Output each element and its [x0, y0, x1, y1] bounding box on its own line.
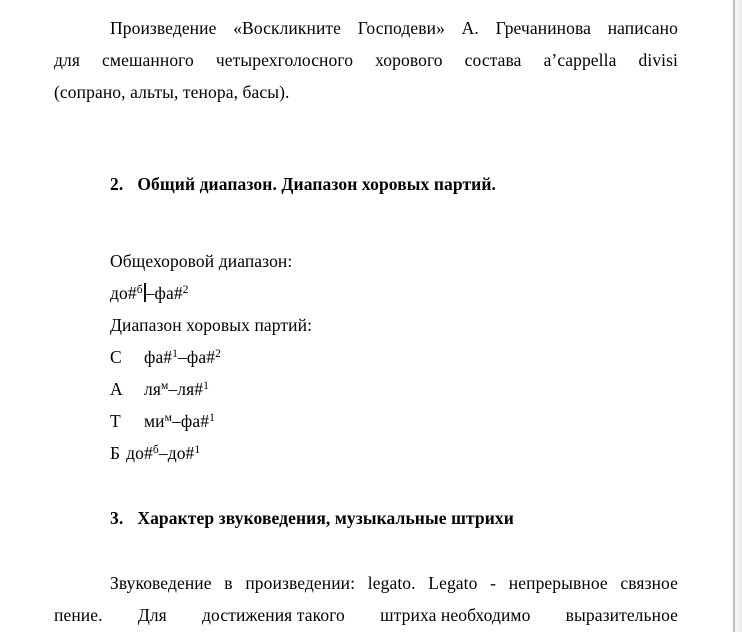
range-dash: – [158, 443, 168, 463]
range-dash: – [178, 347, 187, 367]
heading-2-title: Общий диапазон. Диапазон хоровых партий. [137, 174, 497, 194]
voice-from-note: ля [144, 379, 161, 399]
heading-3-number: 3. [110, 508, 124, 528]
paragraph-zvukovedenie-line2 [54, 599, 678, 631]
paragraph-zvukovedenie [54, 567, 678, 631]
overall-range-label: Общехоровой диапазон: [110, 251, 293, 271]
ranges-section [54, 245, 678, 469]
paragraph-intro-line1: Произведение «Воскликните Господеви» А. Гречанинова написано [110, 18, 678, 38]
voice-letter: Т [110, 411, 121, 431]
voice-to-octave: 1 [203, 380, 209, 392]
range-dash: – [172, 411, 181, 431]
line2-word-group: Для [137, 605, 167, 625]
range-dash: – [168, 379, 178, 399]
overall-to-octave: 2 [182, 284, 189, 296]
voice-to-note: до# [167, 443, 195, 463]
overall-to-note: фа# [154, 283, 183, 303]
voice-from-octave: 1 [172, 348, 179, 360]
overall-from-octave: б [136, 284, 143, 296]
voice-range-bass [110, 437, 678, 469]
line2-word-group: достижения такого [202, 605, 345, 625]
voice-from-note: фа# [144, 347, 173, 367]
line2-word-group: выразительное [565, 605, 678, 625]
voice-range-tenor [110, 405, 678, 437]
paragraph-intro [54, 12, 678, 108]
voice-from-octave: м [160, 380, 169, 392]
parts-range-label: Диапазон хоровых партий: [110, 315, 313, 335]
voice-to-note: фа# [180, 411, 210, 431]
voice-from-octave: м [164, 412, 173, 424]
document-content [54, 12, 678, 631]
heading-section-2 [54, 168, 678, 200]
voice-letter: С [110, 347, 122, 367]
voice-to-note: ля# [177, 379, 204, 399]
overall-range-value [110, 277, 678, 309]
heading-section-3 [54, 502, 678, 534]
voice-to-octave: 1 [209, 412, 215, 424]
voice-from-note: ми [144, 411, 165, 431]
paragraph-zvukovedenie-line1: Звуковедение в произведении: legato. Legato - непрерывное связное [110, 573, 678, 593]
overall-from-note: до# [110, 283, 137, 303]
voice-to-note: фа# [186, 347, 216, 367]
paragraph-intro-line3: (сопрано, альты, тенора, басы). [54, 82, 290, 102]
voice-from-note: до# [126, 443, 153, 463]
line2-word-group: штриха необходимо [380, 605, 531, 625]
voice-range-alto [110, 373, 678, 405]
voice-letter: А [110, 379, 123, 399]
voice-from-octave: б [152, 444, 159, 456]
outside-page-background [735, 0, 742, 632]
voice-to-octave: 1 [194, 444, 201, 456]
voice-range-soprano [110, 341, 678, 373]
heading-3-title: Характер звуковедения, музыкальные штрихи [137, 508, 514, 528]
heading-2-number: 2. [110, 174, 124, 194]
paragraph-intro-line2: для смешанного четырехголосного хорового состава a’cappella divisi [54, 50, 678, 70]
voice-letter: Б [110, 443, 121, 463]
range-dash: – [145, 283, 155, 303]
line2-word-group: пение. [54, 605, 103, 625]
voice-to-octave: 2 [215, 348, 221, 360]
